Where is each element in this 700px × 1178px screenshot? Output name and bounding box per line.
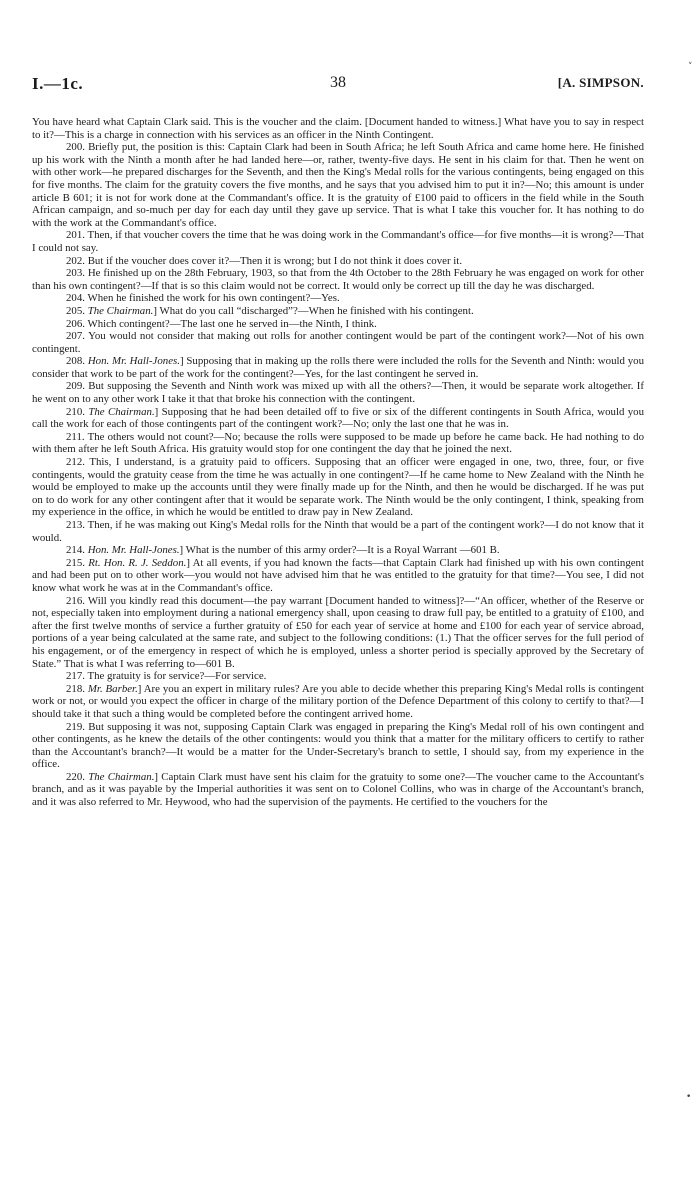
testimony-paragraph — [32, 771, 644, 809]
testimony-paragraph — [32, 544, 644, 557]
speaker-name: The Chairman. — [88, 770, 155, 783]
question-text: ] Supposing that in making up the rolls there were included the rolls for the Seventh and Ninth: would you consider that work to be part of the work for the contingent?—Yes, for the last contingent he served in. — [32, 355, 645, 380]
testimony-paragraph: 212. This, I understand, is a gratuity paid to officers. Supposing that an officer were engaged in one, two, three, four, or five contingents, would the gratuity cease from the time he was actually in one contingent?—If he came home to New Zealand with the Ninth he would be employed to make up the accounts until they were finally made up for the Ninth, and then he would be discharged. If he was put on to do work for any other contingent after that it would be separate work. The Ninth would be the only contingent, I think, speaking from my experience in the office, in which he would be entitled to draw pay in New Zealand. — [32, 456, 644, 519]
testimony-paragraph: 207. You would not consider that making out rolls for another contingent would be part of the contingent work?—Not of his own contingent. — [32, 330, 644, 355]
testimony-paragraph — [32, 683, 644, 721]
margin-mark-top: ˅ — [688, 62, 693, 72]
testimony-paragraph: 213. Then, if he was making out King's Medal rolls for the Ninth that would be a part of the contingent work?—I do not know that it would. — [32, 519, 644, 544]
question-number: 220. — [66, 770, 89, 783]
margin-mark-bottom: • — [686, 1092, 692, 1102]
question-text: ] What is the number of this army order?—It is a Royal Warrant —601 B. — [179, 544, 500, 557]
testimony-paragraph: 217. The gratuity is for service?—For service. — [66, 670, 267, 683]
testimony-paragraph: 201. Then, if that voucher covers the time that he was doing work in the Commandant's office—for five months—it is wrong?—That I could not say. — [32, 229, 644, 254]
testimony-body — [32, 116, 644, 809]
speaker-name: Hon. Mr. Hall-Jones. — [87, 355, 180, 368]
speaker-name: Hon. Mr. Hall-Jones. — [87, 544, 180, 557]
testimony-paragraph: 219. But supposing it was not, supposing Captain Clark was engaged in preparing the King's Medal roll of his own contingent and other contingents, as he knew the details of the other contingents: would you think that a matter for the military officers to certify to rather than the Accountant's branch?—It would be a matter for the Under-Secretary's branch to settle, I should say, from my experience in the office. — [32, 720, 644, 771]
question-text: ] Captain Clark must have sent his claim for the gratuity to some one?—The voucher came to the Accountant's branch, and as it was payable by the Imperial authorities it was sent on to Colonel Collins, who was in charge of the Accountant's branch, and it was also referred to Mr. Heywood, who had the supervision of the payments. He certified to the vouchers for the — [32, 770, 645, 809]
page-number: 38 — [330, 74, 346, 91]
testimony-paragraph: You have heard what Captain Clark said. This is the voucher and the claim. [Document handed to witness.] What have you to say in respect to it?—This is a charge in connection with his services as an officer in the Ninth Contingent. — [32, 116, 644, 141]
question-number: 210. — [66, 405, 89, 418]
speaker-name: Mr. Barber. — [87, 682, 138, 695]
testimony-paragraph: 200. Briefly put, the position is this: Captain Clark had been in South Africa; he left South Africa and came home here. He finished up his work with the Ninth a month after he had landed here—or, rather, twenty-five days. He sent in his claim for that. Then he went on with other work—he prepared discharges for the Seventh, and then the King's Medal rolls for the various contingents, being engaged on this for five months. The claim for the gratuity covers the five months, and he says that you advised him to put it in?—No; this amount is under article B 601; it is not for work done at the Commandant's office. It is the gratuity of £100 paid to officers in the field while in the South African campaign, and so-much per day for each day until they gave up service. That is what I take this voucher for. It has nothing to do with the work at the Commandant's office. — [32, 141, 644, 229]
testimony-paragraph: 206. Which contingent?—The last one he served in—the Ninth, I think. — [66, 317, 377, 330]
question-number: 205. — [66, 304, 88, 317]
page-header — [32, 74, 644, 98]
question-number: 218. — [66, 682, 88, 695]
question-number: 214. — [66, 544, 88, 557]
question-text: ] Supposing that he had been detailed off to five or six of the different contingents in South Africa, would you call the work for each of those contingents part of the contingent work?—No; only the last one that he was in. — [32, 405, 645, 431]
testimony-paragraph: 203. He finished up on the 28th February, 1903, so that from the 4th October to the 28th February he was engaged on work for other than his own contingent?—If that is so this claim would not be correct. It would only be correct up till the day he was discharged. — [32, 267, 644, 292]
speaker-name: Rt. Hon. R. J. Seddon. — [88, 556, 187, 569]
testimony-paragraph: 209. But supposing the Seventh and Ninth work was mixed up with all the others?—Then, it would be separate work altogether. If he went on to any other work I take it that that broke his connection with the contingent. — [32, 380, 644, 406]
testimony-paragraph — [32, 305, 644, 318]
testimony-paragraph: 202. But if the voucher does cover it?—Then it is wrong; but I do not think it does cover it. — [66, 254, 463, 267]
question-text: ] What do you call “discharged”?—When he finished with his contingent. — [153, 304, 474, 317]
speaker-name: The Chairman. — [87, 304, 154, 317]
testimony-paragraph — [32, 557, 644, 595]
speaker-name: The Chairman. — [88, 405, 155, 418]
testimony-paragraph: 216. Will you kindly read this document—the pay warrant [Document handed to witness]?—“An officer, whether of the Reserve or not, especially taken into employment during a national emergency shall, upon ceasing to draw full pay, be entitled to a gratuity of £100, and after the first twelve months of service a further gratuity of £50 for each year of service at home and £100 for each year of service abroad, portions of a year being calculated at the same rate, and subject to the following conditions: (1.) That the officer serves for the full period of his engagement, or of the emergency in respect of which he is employed, unless a shorter period is specially approved by the Secretary of State.” That is what I was referring to—601 B. — [32, 594, 644, 670]
question-number: 208. — [66, 355, 88, 368]
question-text: ] At all events, if you had known the facts—that Captain Clark had finished up with his own contingent and had been put on to other work—you would not have advised him that he was entitled to the gratuity for that time?—You see, I did not know what work he was at in the Commandant's office. — [32, 556, 644, 594]
testimony-paragraph: 211. The others would not count?—No; because the rolls were supposed to be made up before he came back. He had nothing to do with them after he left South Africa. His gratuity would stop for one contingent the day that he joined the next. — [32, 430, 644, 456]
question-number: 215. — [66, 556, 89, 569]
testimony-paragraph — [32, 355, 644, 380]
testimony-paragraph: 204. When he finished the work for his own contingent?—Yes. — [66, 292, 340, 305]
testimony-paragraph — [32, 406, 644, 431]
parliamentary-paper-code: I.—1c. — [32, 74, 84, 93]
witness-name: [A. SIMPSON. — [557, 75, 644, 90]
question-text: ] Are you an expert in military rules? Are you able to decide whether this preparing King's Medal rolls is contingent work or not, or would you expect the officer in charge of the military portion of the Defence Department of this colony to certify to that?—I should take it that such a thing would be completed before the contingent arrived home. — [32, 682, 644, 720]
